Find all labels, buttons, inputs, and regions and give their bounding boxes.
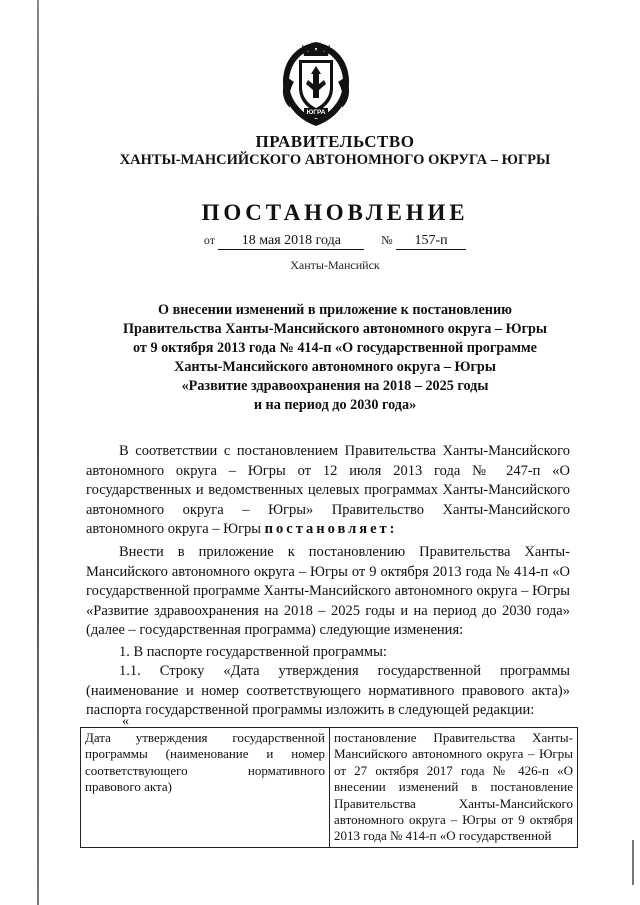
title-line: Ханты-Мансийского автономного округа – Югры xyxy=(174,359,496,375)
date-value: 18 мая 2018 года xyxy=(218,233,364,250)
table-row xyxy=(81,728,578,848)
khmao-coat-of-arms-icon xyxy=(274,38,358,130)
title-line: Правительства Ханты-Мансийского автономного округа – Югры xyxy=(123,321,547,337)
number-label: № xyxy=(381,233,393,247)
table-cell-label: Дата утверждения государственной программы (наименование и номер соответствующего нормативного правового акта) xyxy=(81,728,330,848)
document-title xyxy=(40,301,630,415)
preamble-paragraph xyxy=(86,442,570,540)
scan-edge-right xyxy=(632,840,634,885)
item-1-1-paragraph: 1.1. Строку «Дата утверждения государственной программы (наименование и номер соответствующего нормативного правового акта)» паспорта государственной программы изложить в следующей редакции: xyxy=(86,663,570,719)
scan-edge-left xyxy=(37,0,39,905)
title-line: О внесении изменений в приложение к постановлению xyxy=(157,302,512,318)
government-name: ПРАВИТЕЛЬСТВО xyxy=(255,132,415,151)
opening-quote: « xyxy=(122,714,129,729)
item-1-paragraph: 1. В паспорте государственной программы: xyxy=(119,644,387,660)
resolves-word: постановляет: xyxy=(264,521,398,538)
emblem-ribbon-text: ЮГРА xyxy=(306,109,326,116)
city-name: Ханты-Мансийск xyxy=(290,258,380,272)
title-line: и на период до 2030 года» xyxy=(253,397,417,413)
document-type: ПОСТАНОВЛЕНИЕ xyxy=(201,200,469,225)
preamble-text: В соответствии с постановлением Правительства Ханты-Мансийского автономного округа – Югры от 12 июля 2013 года № 247-п «О государственных и ведомственных целевых программах Ханты-Мансийского автономного округа – Югры» Правительство Ханты-Мансийского автономного округа – Югры xyxy=(86,443,570,538)
table-cell-value: постановление Правительства Ханты-Мансийского автономного округа – Югры от 27 октября 2017 года № 426-п «О внесении изменений в постановление Правительства Ханты-Мансийского автономного округа – Югры от 9 октября 2013 года № 414-п «О государственной xyxy=(330,728,578,848)
region-name: ХАНТЫ-МАНСИЙСКОГО АВТОНОМНОГО ОКРУГА – ЮГРЫ xyxy=(119,152,551,168)
document-date-line xyxy=(40,232,630,250)
amendment-paragraph: Внести в приложение к постановлению Правительства Ханты-Мансийского автономного округа – Югры от 9 октября 2013 года № 414-п «О государственной программе Ханты-Мансийского автономного округа – Югры «Развитие здравоохранения на 2018 – 2025 годы и на период до 2030 года» (далее – государственная программа) следующие изменения: xyxy=(86,544,570,639)
title-line: от 9 октября 2013 года № 414-п «О государственной программе xyxy=(133,340,537,356)
title-line: «Развитие здравоохранения на 2018 – 2025 годы xyxy=(181,378,489,394)
number-value: 157-п xyxy=(396,233,466,250)
date-label: от xyxy=(203,233,215,247)
passport-table xyxy=(80,727,578,848)
